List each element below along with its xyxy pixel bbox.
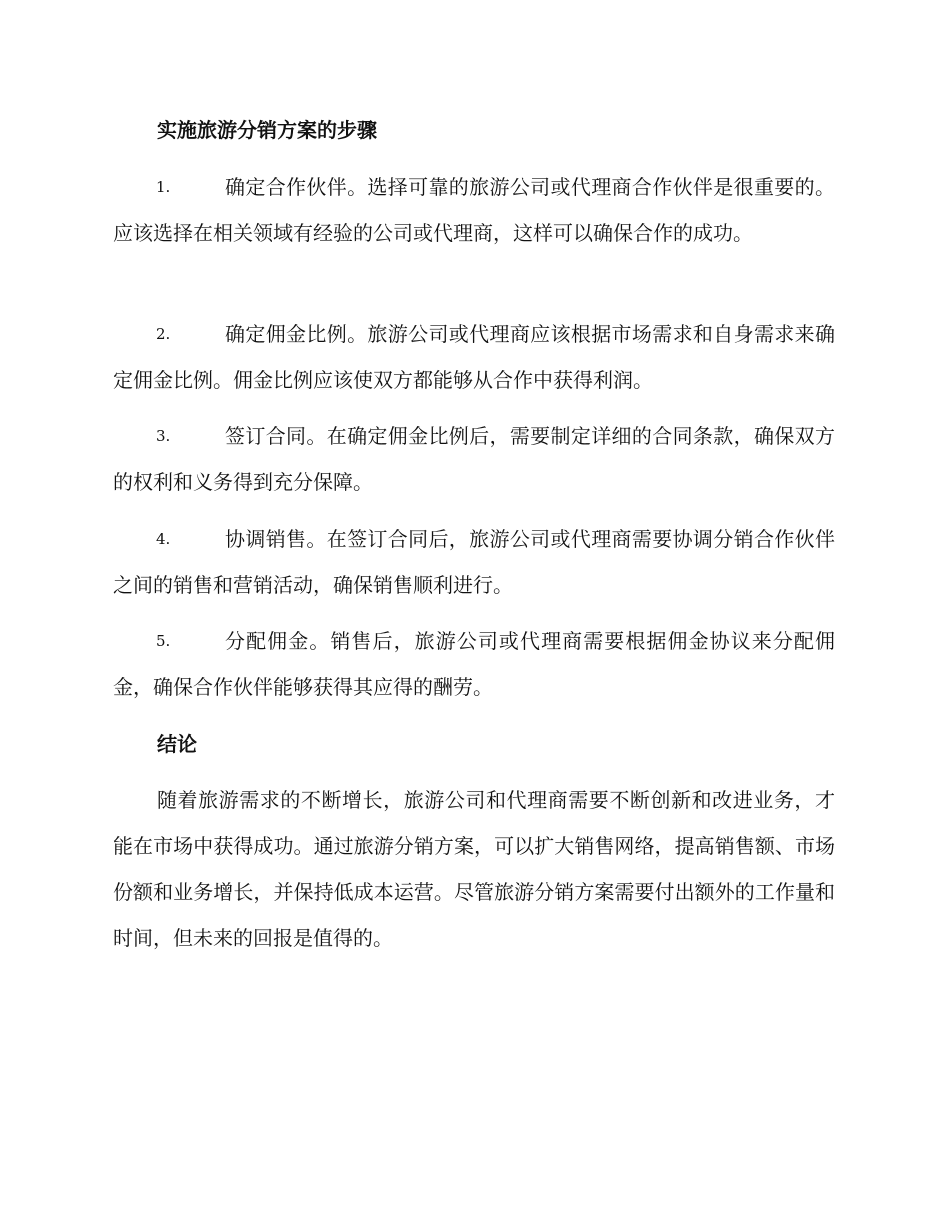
list-item [113,311,835,403]
list-item-number: 5. [156,632,171,650]
list-item-text: 签订合同。在确定佣金比例后，需要制定详细的合同条款，确保双方的权利和义务得到充分保障。 [113,424,835,494]
list-item-text: 分配佣金。销售后，旅游公司或代理商需要根据佣金协议来分配佣金，确保合作伙伴能够获得其应得的酬劳。 [113,629,835,699]
list-item-number: 1. [156,178,171,196]
list-item-number: 4. [156,530,171,548]
list-item [113,516,835,608]
list-item-text: 确定佣金比例。旅游公司或代理商应该根据市场需求和自身需求来确定佣金比例。佣金比例应该使双方都能够从合作中获得利润。 [113,322,835,392]
section-heading: 实施旅游分销方案的步骤 [157,118,377,142]
conclusion-heading: 结论 [157,732,197,756]
list-item [113,618,835,710]
list-item [113,164,835,256]
list-item-text: 协调销售。在签订合同后，旅游公司或代理商需要协调分销合作伙伴之间的销售和营销活动，确保销售顺利进行。 [113,527,835,597]
list-item-number: 3. [156,427,171,445]
conclusion-paragraph: 随着旅游需求的不断增长，旅游公司和代理商需要不断创新和改进业务，才能在市场中获得成功。通过旅游分销方案，可以扩大销售网络，提高销售额、市场份额和业务增长，并保持低成本运营。尽管旅游分销方案需要付出额外的工作量和时间，但未来的回报是值得的。 [113,788,835,950]
list-item-text: 确定合作伙伴。选择可靠的旅游公司或代理商合作伙伴是很重要的。应该选择在相关领域有经验的公司或代理商，这样可以确保合作的成功。 [113,175,835,245]
list-item-number: 2. [156,325,171,343]
list-item [113,413,835,505]
